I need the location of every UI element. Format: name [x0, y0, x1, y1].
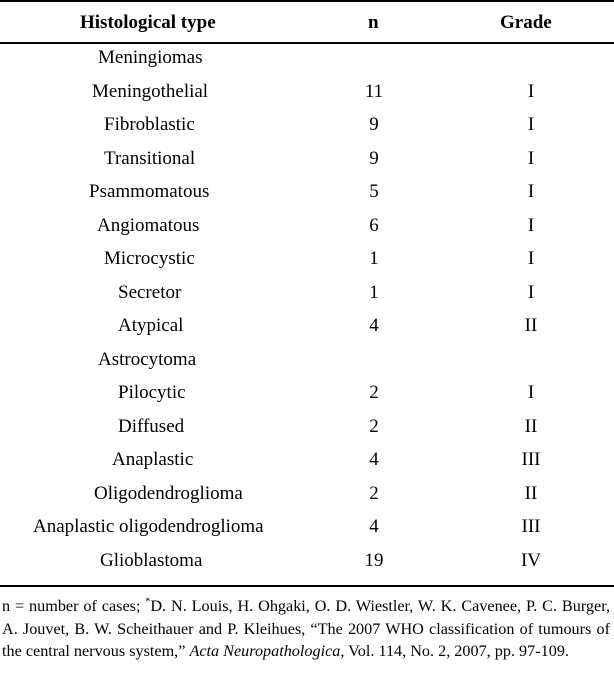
- grade-cell: I: [527, 147, 535, 169]
- table-row: [0, 248, 614, 282]
- n-cell: 9: [369, 114, 379, 135]
- grade-cell: I: [527, 114, 535, 135]
- table-row: [0, 47, 614, 81]
- histological-type-cell: Anaplastic oligodendroglioma: [33, 516, 264, 537]
- table-footnote: [2, 595, 610, 663]
- histological-type-cell: Glioblastoma: [100, 549, 203, 571]
- table-row: [0, 181, 614, 215]
- table-row: [0, 81, 614, 115]
- n-cell: 2: [369, 415, 379, 437]
- grade-cell: III: [521, 516, 541, 537]
- histological-type-cell: Atypical: [118, 315, 184, 336]
- grade-cell: II: [524, 315, 538, 336]
- footnote-citation: D. N. Louis, H. Ohgaki, O. D. Wiestler, W. K. Cavenee, P. C. Burger, A. Jouvet, B. W. Scheithauer and P. Kleihues, “The 2007 WHO classification of tumours of the central nervous system,”: [2, 597, 610, 660]
- histological-type-cell: Meningothelial: [92, 80, 209, 102]
- n-cell: 19: [364, 549, 384, 571]
- table-row: [0, 315, 614, 349]
- table-row: [0, 114, 614, 148]
- grade-cell: IV: [520, 549, 542, 571]
- n-cell: 1: [369, 281, 379, 303]
- table-row: [0, 349, 614, 383]
- table-body: [0, 47, 614, 583]
- n-cell: 11: [364, 80, 384, 102]
- table-row: [0, 516, 614, 550]
- grade-cell: I: [527, 382, 535, 403]
- grade-cell: III: [521, 449, 541, 470]
- table-row: [0, 215, 614, 249]
- histological-type-cell: Oligodendroglioma: [94, 482, 243, 504]
- group-label: Astrocytoma: [98, 348, 197, 370]
- histological-type-cell: Pilocytic: [118, 382, 186, 403]
- top-rule: [0, 0, 614, 2]
- n-cell: 9: [369, 147, 379, 169]
- grade-cell: I: [527, 80, 535, 102]
- table-row: [0, 148, 614, 182]
- table-row: [0, 483, 614, 517]
- histological-type-cell: Microcystic: [104, 248, 195, 269]
- histological-type-cell: Fibroblastic: [104, 114, 195, 135]
- table-row: [0, 449, 614, 483]
- footnote-journal: Acta Neuropathologica: [189, 642, 341, 660]
- histological-type-cell: Secretor: [118, 281, 182, 303]
- n-cell: 6: [369, 214, 379, 236]
- n-cell: 1: [369, 248, 379, 269]
- table-row: [0, 282, 614, 316]
- histological-type-cell: Angiomatous: [97, 214, 200, 236]
- n-cell: 2: [369, 482, 379, 504]
- n-cell: 2: [369, 382, 379, 403]
- grade-cell: I: [527, 214, 535, 236]
- n-cell: 4: [369, 449, 379, 470]
- header-histological-type: Histological type: [80, 12, 216, 33]
- grade-cell: II: [524, 415, 538, 437]
- group-label: Meningiomas: [98, 47, 203, 68]
- grade-cell: I: [527, 281, 535, 303]
- footnote-marker: *: [145, 596, 151, 608]
- bottom-rule: [0, 585, 614, 587]
- header-n: n: [368, 12, 379, 33]
- histological-type-cell: Anaplastic: [112, 449, 194, 470]
- footnote-citation-end: , Vol. 114, No. 2, 2007, pp. 97-109.: [340, 642, 569, 660]
- histological-type-cell: Diffused: [118, 415, 185, 437]
- table-row: [0, 550, 614, 584]
- n-cell: 4: [369, 315, 379, 336]
- histological-type-cell: Psammomatous: [89, 181, 210, 202]
- histological-type-cell: Transitional: [104, 147, 196, 169]
- header-grade: Grade: [500, 12, 552, 33]
- grade-cell: I: [527, 248, 535, 269]
- n-cell: 5: [369, 181, 379, 202]
- grade-cell: I: [527, 181, 535, 202]
- footnote-definition: n = number of cases;: [2, 597, 146, 615]
- table-row: [0, 416, 614, 450]
- n-cell: 4: [369, 516, 379, 537]
- grade-cell: II: [524, 482, 538, 504]
- header-rule: [0, 42, 614, 44]
- table-row: [0, 382, 614, 416]
